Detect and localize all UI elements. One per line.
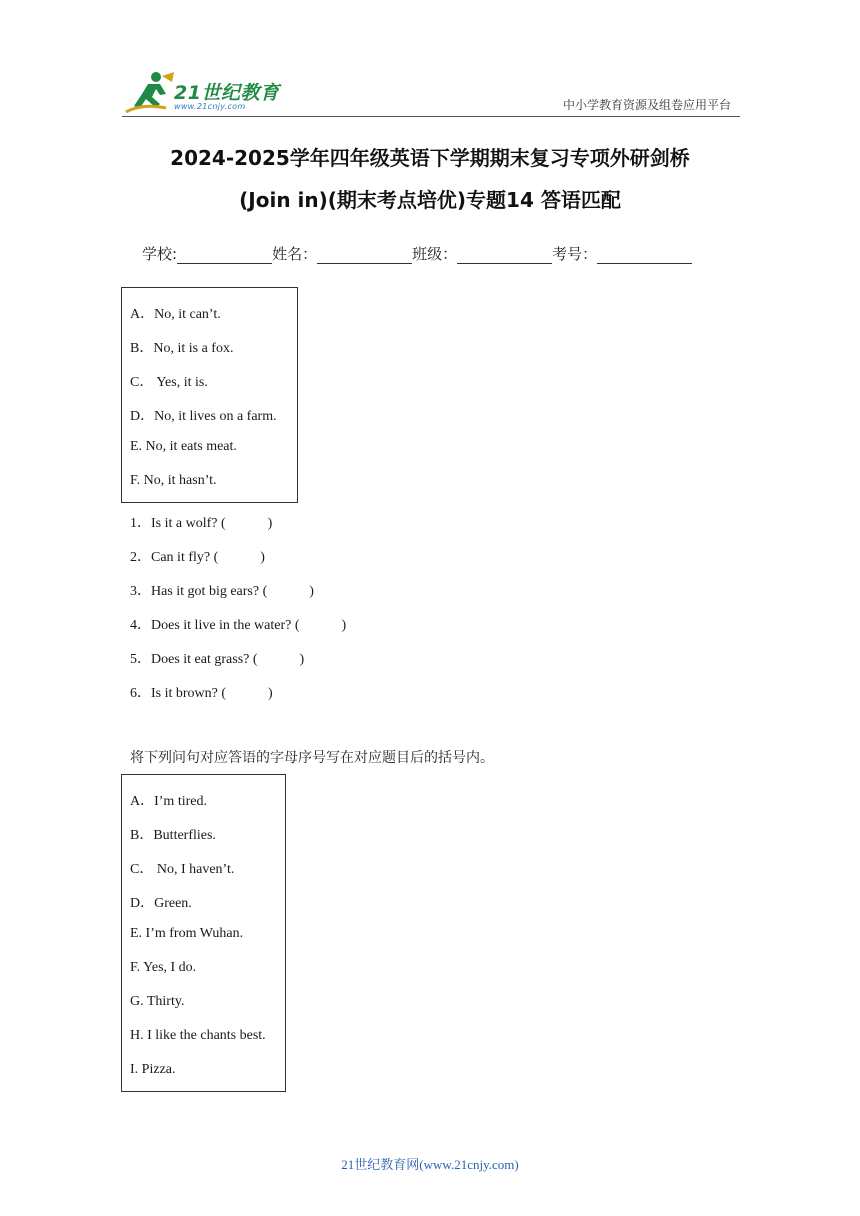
option-b: B．No, it is a fox. xyxy=(130,341,234,356)
class-label: 班级： xyxy=(412,245,458,263)
option-b: B．Butterflies. xyxy=(130,828,216,843)
logo-brand-text: 21世纪教育 xyxy=(174,82,280,104)
option-d: D．Green. xyxy=(130,896,192,911)
school-label: 学校: xyxy=(142,245,178,263)
option-i: I. Pizza. xyxy=(130,1062,176,1077)
section-2-instruction: 将下列问句对应答语的字母序号写在对应题目后的括号内。 xyxy=(130,750,494,766)
page-title-line-2: (Join in)(期末考点培优)专题14 答语匹配 xyxy=(239,188,621,212)
option-e: E. I’m from Wuhan. xyxy=(130,926,244,941)
name-field[interactable] xyxy=(317,247,412,264)
close-paren: ) xyxy=(299,652,305,667)
option-f: F. No, it hasn’t. xyxy=(130,473,217,488)
question-text: 2．Can it fly? ( xyxy=(130,550,219,565)
close-paren: ) xyxy=(309,584,314,599)
student-info-line xyxy=(142,243,692,264)
platform-label: 中小学教育资源及组卷应用平台 xyxy=(562,98,731,112)
footer-link[interactable]: 21世纪教育网(www.21cnjy.com) xyxy=(341,1157,519,1172)
question-5 xyxy=(130,648,304,668)
runner-logo-icon xyxy=(122,70,176,116)
exam-number-field[interactable] xyxy=(597,247,692,264)
question-text: 4．Does it live in the water? ( xyxy=(130,618,300,633)
class-field[interactable] xyxy=(457,247,552,264)
close-paren: ) xyxy=(268,686,273,701)
question-text: 6．Is it brown? ( xyxy=(130,686,227,701)
question-text: 5．Does it eat grass? ( xyxy=(130,652,258,667)
exam-number-label: 考号： xyxy=(552,245,598,263)
option-e: E. No, it eats meat. xyxy=(130,439,237,454)
close-paren: ) xyxy=(341,618,347,633)
site-logo xyxy=(122,70,292,116)
page-title-line-1: 2024-2025学年四年级英语下学期期末复习专项外研剑桥 xyxy=(170,146,690,170)
question-3 xyxy=(130,580,314,600)
name-label: 姓名： xyxy=(272,245,318,263)
question-2 xyxy=(130,546,265,566)
option-c: C． Yes, it is. xyxy=(130,375,208,390)
school-field[interactable] xyxy=(177,247,272,264)
option-a: A．I’m tired. xyxy=(130,794,207,809)
question-1 xyxy=(130,512,272,532)
header-divider xyxy=(122,116,740,117)
question-6 xyxy=(130,682,273,702)
close-paren: ) xyxy=(260,550,265,565)
option-c: C． No, I haven’t. xyxy=(130,862,235,877)
option-h: H. I like the chants best. xyxy=(130,1028,266,1043)
answer-options-box-2 xyxy=(121,774,286,1092)
close-paren: ) xyxy=(267,516,273,531)
option-f: F. Yes, I do. xyxy=(130,960,197,975)
logo-url-text: www.21cnjy.com xyxy=(174,102,246,111)
option-a: A．No, it can’t. xyxy=(130,307,221,322)
question-text: 3．Has it got big ears? ( xyxy=(130,584,268,599)
question-4 xyxy=(130,614,346,634)
question-text: 1．Is it a wolf? ( xyxy=(130,516,226,531)
answer-options-box-1 xyxy=(121,287,298,503)
option-g: G. Thirty. xyxy=(130,994,185,1009)
option-d: D．No, it lives on a farm. xyxy=(130,409,277,424)
